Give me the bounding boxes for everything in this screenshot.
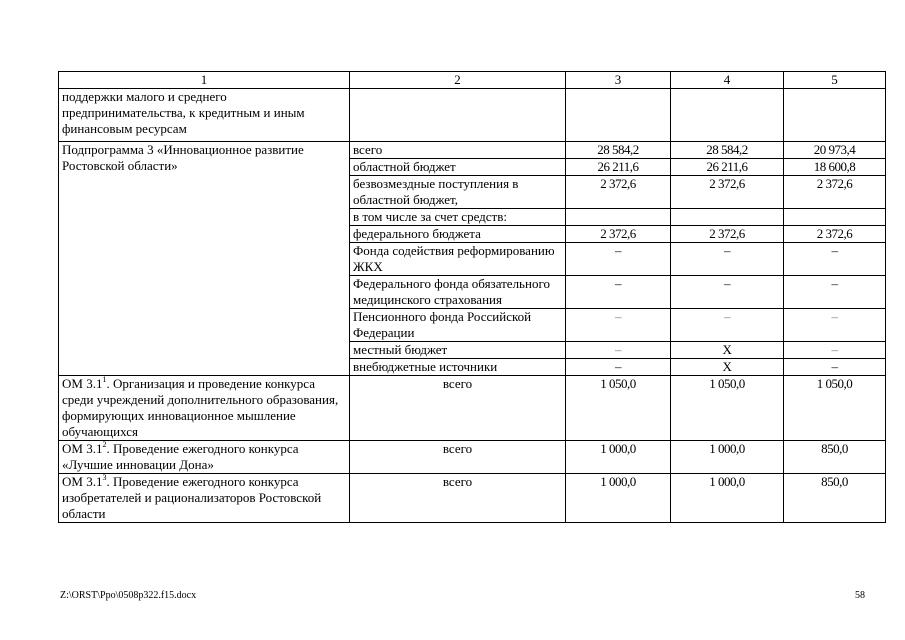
value-cell: – bbox=[671, 276, 784, 309]
table-row bbox=[59, 441, 886, 474]
value-cell bbox=[784, 209, 886, 226]
header-row bbox=[59, 72, 886, 89]
value-cell bbox=[566, 209, 671, 226]
om-code: ОМ 3.1 bbox=[62, 376, 103, 391]
value-cell: 2 372,6 bbox=[671, 176, 784, 209]
value-cell: 18 600,8 bbox=[784, 159, 886, 176]
value-cell: – bbox=[784, 342, 886, 359]
header-cell: 2 bbox=[350, 72, 566, 89]
empty-cell bbox=[566, 89, 671, 142]
page-number: 58 bbox=[855, 590, 865, 601]
source-cell: местный бюджет bbox=[350, 342, 566, 359]
empty-cell bbox=[784, 89, 886, 142]
source-cell: всего bbox=[350, 142, 566, 159]
value-cell: 26 211,6 bbox=[671, 159, 784, 176]
value-cell: 2 372,6 bbox=[671, 226, 784, 243]
budget-table bbox=[58, 71, 886, 523]
value-cell: 2 372,6 bbox=[784, 226, 886, 243]
table-row bbox=[59, 142, 886, 159]
value-cell: Х bbox=[671, 359, 784, 376]
value-cell: 1 050,0 bbox=[784, 376, 886, 441]
program-name: Подпрограмма 3 «Инновационное развитие Ростовской области» bbox=[59, 142, 350, 376]
value-cell: – bbox=[671, 243, 784, 276]
source-cell: в том числе за счет средств: bbox=[350, 209, 566, 226]
table-row bbox=[59, 474, 886, 523]
source-cell: федерального бюджета bbox=[350, 226, 566, 243]
source-cell: Фонда содействия реформированию ЖКХ bbox=[350, 243, 566, 276]
file-path: Z:\ORST\Ppo\0508p322.f15.docx bbox=[60, 590, 197, 601]
value-cell: 2 372,6 bbox=[784, 176, 886, 209]
value-cell: 1 000,0 bbox=[671, 441, 784, 474]
value-cell: 20 973,4 bbox=[784, 142, 886, 159]
value-cell: – bbox=[566, 276, 671, 309]
value-cell: 26 211,6 bbox=[566, 159, 671, 176]
om-sup: 2 bbox=[102, 439, 107, 449]
value-cell bbox=[671, 209, 784, 226]
source-cell: безвозмездные поступления в областной бюджет, bbox=[350, 176, 566, 209]
om-name bbox=[59, 474, 350, 523]
om-title: . Организация и проведение конкурса среди учреждений дополнительного образования, формирующих инновационное мышление обучающихся bbox=[62, 376, 339, 439]
value-cell: 2 372,6 bbox=[566, 226, 671, 243]
source-cell: всего bbox=[350, 441, 566, 474]
value-cell: 28 584,2 bbox=[566, 142, 671, 159]
om-code: ОМ 3.1 bbox=[62, 441, 103, 456]
om-name bbox=[59, 376, 350, 441]
value-cell: – bbox=[566, 309, 671, 342]
header-cell: 4 bbox=[671, 72, 784, 89]
value-cell: 1 000,0 bbox=[566, 441, 671, 474]
header-cell: 3 bbox=[566, 72, 671, 89]
om-name bbox=[59, 441, 350, 474]
source-cell: Пенсионного фонда Российской Федерации bbox=[350, 309, 566, 342]
empty-cell bbox=[350, 89, 566, 142]
value-cell: 28 584,2 bbox=[671, 142, 784, 159]
value-cell: 850,0 bbox=[784, 474, 886, 523]
value-cell: Х bbox=[671, 342, 784, 359]
om-code: ОМ 3.1 bbox=[62, 474, 103, 489]
header-cell: 1 bbox=[59, 72, 350, 89]
value-cell: 2 372,6 bbox=[566, 176, 671, 209]
header-cell: 5 bbox=[784, 72, 886, 89]
table-row bbox=[59, 376, 886, 441]
value-cell: 1 050,0 bbox=[671, 376, 784, 441]
source-cell: областной бюджет bbox=[350, 159, 566, 176]
om-title: . Проведение ежегодного конкурса изобретателей и рационализаторов Ростовской области bbox=[62, 474, 322, 521]
value-cell: – bbox=[784, 309, 886, 342]
om-sup: 3 bbox=[102, 472, 107, 482]
source-cell: внебюджетные источники bbox=[350, 359, 566, 376]
value-cell: 1 000,0 bbox=[671, 474, 784, 523]
value-cell: – bbox=[566, 359, 671, 376]
value-cell: – bbox=[671, 309, 784, 342]
om-title: . Проведение ежегодного конкурса «Лучшие инновации Дона» bbox=[62, 441, 299, 472]
continuation-row bbox=[59, 89, 886, 142]
om-sup: 1 bbox=[102, 374, 107, 384]
value-cell: – bbox=[784, 243, 886, 276]
continuation-name: поддержки малого и среднего предпринимательства, к кредитным и иным финансовым ресурсам bbox=[59, 89, 350, 142]
value-cell: 850,0 bbox=[784, 441, 886, 474]
source-cell: всего bbox=[350, 376, 566, 441]
value-cell: 1 050,0 bbox=[566, 376, 671, 441]
source-cell: Федерального фонда обязательного медицинского страхования bbox=[350, 276, 566, 309]
value-cell: – bbox=[784, 276, 886, 309]
value-cell: – bbox=[566, 243, 671, 276]
empty-cell bbox=[671, 89, 784, 142]
value-cell: – bbox=[566, 342, 671, 359]
value-cell: – bbox=[784, 359, 886, 376]
source-cell: всего bbox=[350, 474, 566, 523]
value-cell: 1 000,0 bbox=[566, 474, 671, 523]
